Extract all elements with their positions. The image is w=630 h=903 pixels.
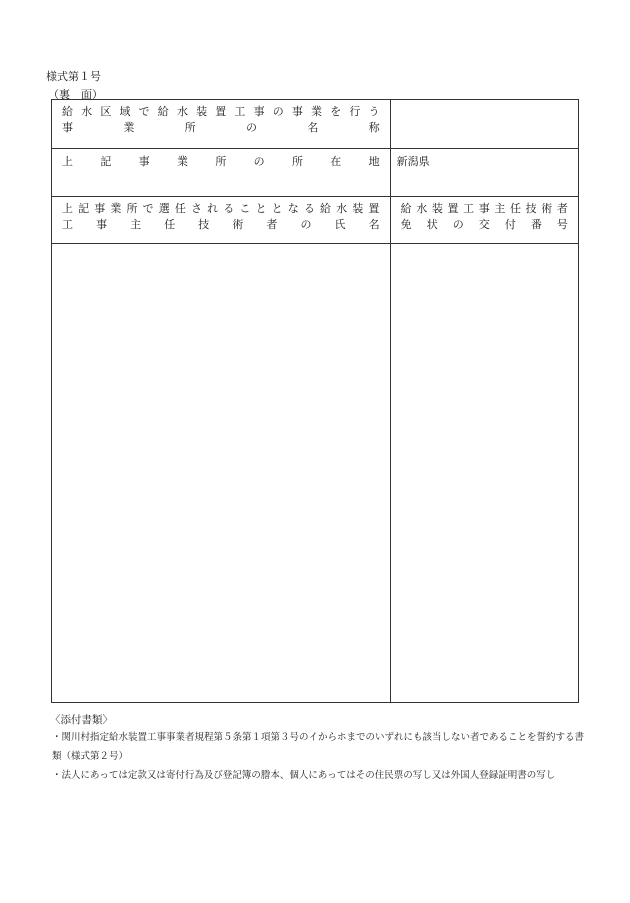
label-char: 免 [400, 218, 412, 231]
label-char: 置 [447, 202, 459, 215]
label-char: 選 [158, 202, 170, 215]
business-office-address-value[interactable]: 新潟県 [390, 149, 578, 197]
label-char: こ [239, 202, 251, 215]
attachments-heading: 〈添付書類〉 [50, 714, 113, 726]
label-char: 技 [198, 218, 210, 231]
table-row [52, 244, 579, 703]
chief-engineer-names-area[interactable] [52, 244, 391, 703]
label-char: 水 [336, 202, 348, 215]
business-office-address-label-cell [52, 149, 391, 197]
label-char: で [142, 202, 154, 215]
label-char: 所 [291, 155, 303, 168]
label-line [52, 154, 390, 170]
label-char: 行 [349, 105, 361, 118]
label-char: の [253, 155, 265, 168]
label-char: 水 [81, 105, 93, 118]
label-char: 業 [123, 121, 135, 134]
label-line [391, 217, 578, 233]
label-char: 水 [416, 202, 428, 215]
label-char: 事 [138, 155, 150, 168]
label-char: 装 [352, 202, 364, 215]
label-char: 主 [130, 218, 142, 231]
label-char: 地 [368, 155, 380, 168]
label-char: 技 [525, 202, 537, 215]
label-char: 給 [157, 105, 169, 118]
label-char: 事 [291, 105, 303, 118]
label-char: 所 [184, 121, 196, 134]
label-char: 主 [494, 202, 506, 215]
label-char: 水 [176, 105, 188, 118]
label-char: 置 [368, 202, 380, 215]
label-char: 上 [62, 155, 73, 168]
label-char: な [287, 202, 299, 215]
label-char: 称 [368, 121, 380, 134]
label-char: 工 [463, 202, 475, 215]
label-char: 任 [164, 218, 176, 231]
form-number: 様式第１号 [46, 70, 101, 83]
label-char: と [255, 202, 267, 215]
label-char: の [452, 218, 464, 231]
label-char: 事 [253, 105, 265, 118]
table-row [52, 100, 579, 149]
label-char: 任 [510, 202, 522, 215]
label-char: と [271, 202, 283, 215]
label-char: 付 [504, 218, 516, 231]
label-char: 業 [311, 105, 323, 118]
label-char: 状 [426, 218, 438, 231]
label-char: 域 [119, 105, 131, 118]
label-char: の [300, 218, 312, 231]
label-char: う [368, 105, 380, 118]
label-char: さ [191, 202, 202, 215]
label-line [52, 201, 390, 217]
table-row [52, 197, 579, 244]
label-char: 在 [330, 155, 342, 168]
table-row [52, 149, 579, 197]
label-char: の [272, 105, 284, 118]
chief-engineer-name-header [52, 197, 391, 244]
attachment-item: ・法人にあっては定款又は寄付行為及び登記簿の謄本、個人にあってはその住民票の写し又は外国人登録証明書の写し [52, 770, 556, 781]
label-char: の [245, 121, 257, 134]
label-line [52, 104, 390, 120]
license-number-header [390, 197, 578, 244]
label-char: 業 [176, 155, 188, 168]
label-char: 事 [94, 202, 106, 215]
label-char: 給 [400, 202, 412, 215]
label-char: 者 [266, 218, 278, 231]
label-line [52, 120, 390, 136]
label-char: 氏 [334, 218, 346, 231]
label-char: る [223, 202, 235, 215]
label-char: 事 [96, 218, 108, 231]
label-char: 装 [431, 202, 443, 215]
label-char: 上 [62, 202, 73, 215]
label-char: 工 [62, 218, 73, 231]
page-side-label: （裏 面） [48, 88, 103, 101]
label-char: 工 [234, 105, 246, 118]
label-line [391, 201, 578, 217]
license-numbers-area[interactable] [390, 244, 578, 703]
label-char: 事 [478, 202, 490, 215]
label-char: 給 [320, 202, 331, 215]
label-char: 装 [196, 105, 208, 118]
label-char: る [303, 202, 315, 215]
label-char: 号 [556, 218, 568, 231]
label-char: 者 [556, 202, 568, 215]
business-office-name-value[interactable] [390, 100, 578, 149]
attachment-item: ・関川村指定給水装置工事事業者規程第５条第１項第３号のイからホまでのいずれにも該当しない者であることを誓約する書類（様式第２号） [52, 732, 585, 762]
label-char: 所 [215, 155, 227, 168]
label-char: れ [207, 202, 219, 215]
label-char: 所 [126, 202, 138, 215]
label-char: 記 [100, 155, 112, 168]
label-char: 業 [110, 202, 122, 215]
label-char: 術 [232, 218, 244, 231]
application-form-table [51, 99, 579, 703]
label-char: 給 [62, 105, 73, 118]
label-char: 区 [100, 105, 112, 118]
label-char: 交 [478, 218, 490, 231]
label-char: を [330, 105, 342, 118]
label-char: 事 [62, 121, 73, 134]
label-char: 術 [541, 202, 553, 215]
label-char: 名 [307, 121, 319, 134]
label-char: 記 [78, 202, 90, 215]
label-char: 任 [174, 202, 186, 215]
label-char: で [138, 105, 150, 118]
label-line [52, 217, 390, 233]
label-char: 置 [215, 105, 227, 118]
business-office-name-label-cell [52, 100, 391, 149]
label-char: 番 [530, 218, 542, 231]
label-char: 名 [368, 218, 380, 231]
